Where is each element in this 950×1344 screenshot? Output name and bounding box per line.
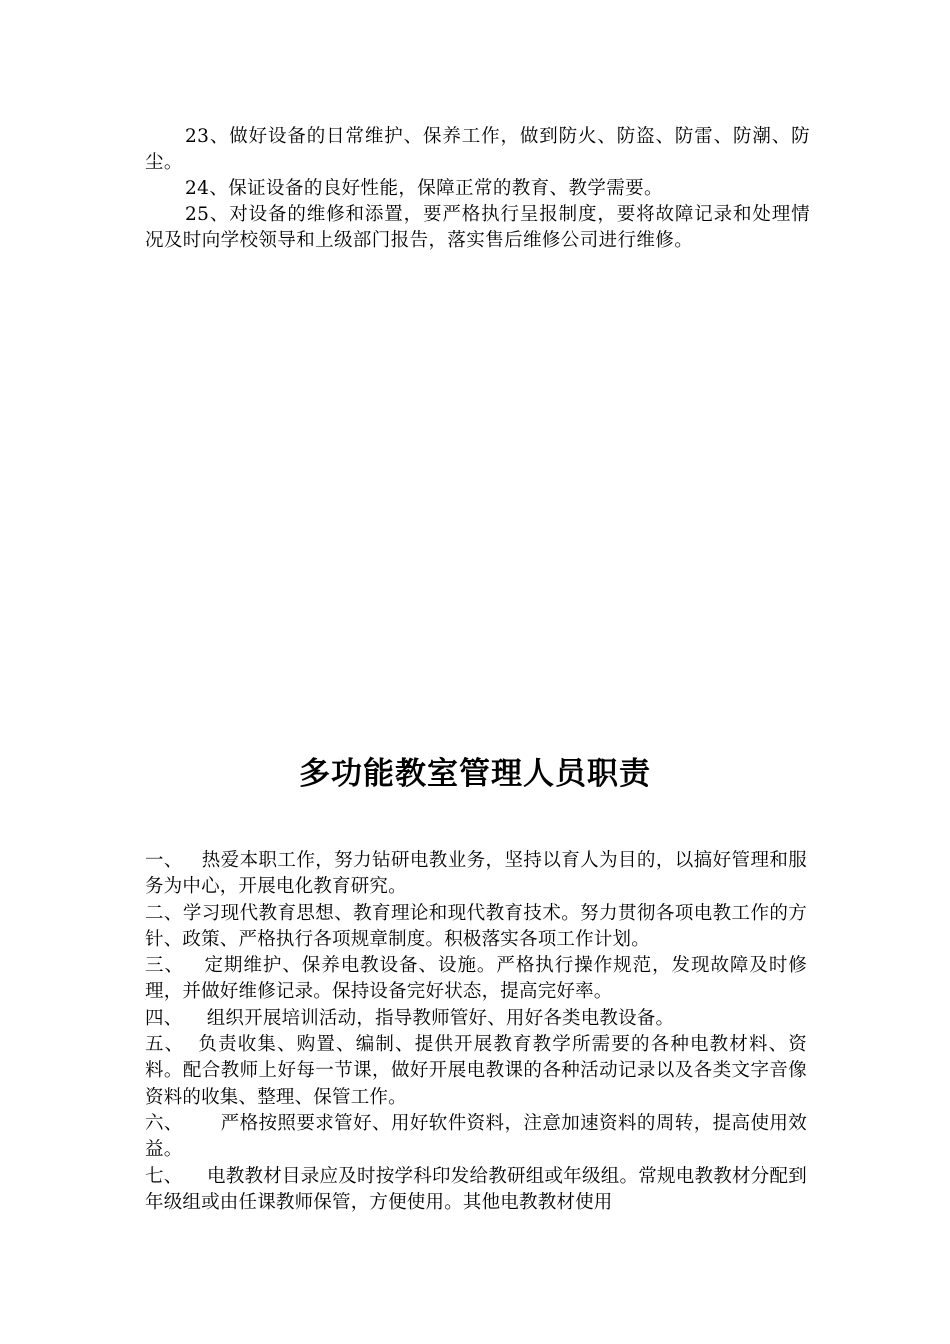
- duty-number: 五、: [145, 1034, 185, 1056]
- duty-item-3: [145, 953, 807, 1006]
- duty-text: 定期维护、保养电教设备、设施。严格执行操作规范，发现故障及时修理，并做好维修记录。保持设备完好状态，提高完好率。: [145, 955, 808, 1003]
- duty-text: 热爱本职工作，努力钻研电教业务，坚持以育人为目的，以搞好管理和服务为中心，开展电化教育研究。: [145, 850, 807, 898]
- duty-number: 一、: [145, 850, 183, 871]
- duty-number: 七、: [145, 1165, 183, 1187]
- duties-list: [145, 848, 807, 1216]
- paragraph-24: 24、保证设备的良好性能，保障正常的教育、教学需要。: [185, 178, 663, 199]
- duty-text: 负责收集、购置、编制、提供开展教育教学所需要的各种电教材料、资料。配合教师上好每一节课，做好开展电教课的各种活动记录以及各类文字音像资料的收集、整理、保管工作。: [145, 1034, 807, 1108]
- equipment-maintenance-section: [145, 124, 810, 254]
- duty-number: 三、: [145, 955, 184, 977]
- duty-text: 电教教材目录应及时按学科印发给教研组或年级组。常规电教教材分配到年级组或由任课教师保管，方便使用。其他电教教材使用: [145, 1165, 808, 1213]
- duty-number: 二、: [145, 902, 183, 924]
- paragraph-23: 23、做好设备的日常维护、保养工作，做到防火、防盗、防雷、防潮、防尘。: [145, 126, 810, 173]
- duty-number: 四、: [145, 1007, 183, 1029]
- duty-item-7: [145, 1164, 807, 1217]
- duty-item-2: [145, 901, 807, 954]
- paragraph-25: 25、对设备的维修和添置，要严格执行呈报制度，要将故障记录和处理情况及时向学校领导和上级部门报告，落实售后维修公司进行维修。: [145, 204, 810, 251]
- duty-text: 严格按照要求管好、用好软件资料，注意加速资料的周转，提高使用效益。: [145, 1112, 807, 1161]
- duty-item-6: [145, 1111, 807, 1164]
- duty-number: 六、: [145, 1112, 183, 1134]
- duty-item-1: [145, 848, 807, 901]
- duty-item-4: [145, 1006, 807, 1032]
- duty-text: 组织开展培训活动，指导教师管好、用好各类电教设备。: [206, 1007, 675, 1029]
- duty-text: 学习现代教育思想、教育理论和现代教育技术。努力贯彻各项电教工作的方针、政策、严格执行各项规章制度。积极落实各项工作计划。: [145, 902, 807, 950]
- page-title: 多功能教室管理人员职责: [299, 756, 651, 792]
- duty-item-5: [145, 1032, 807, 1111]
